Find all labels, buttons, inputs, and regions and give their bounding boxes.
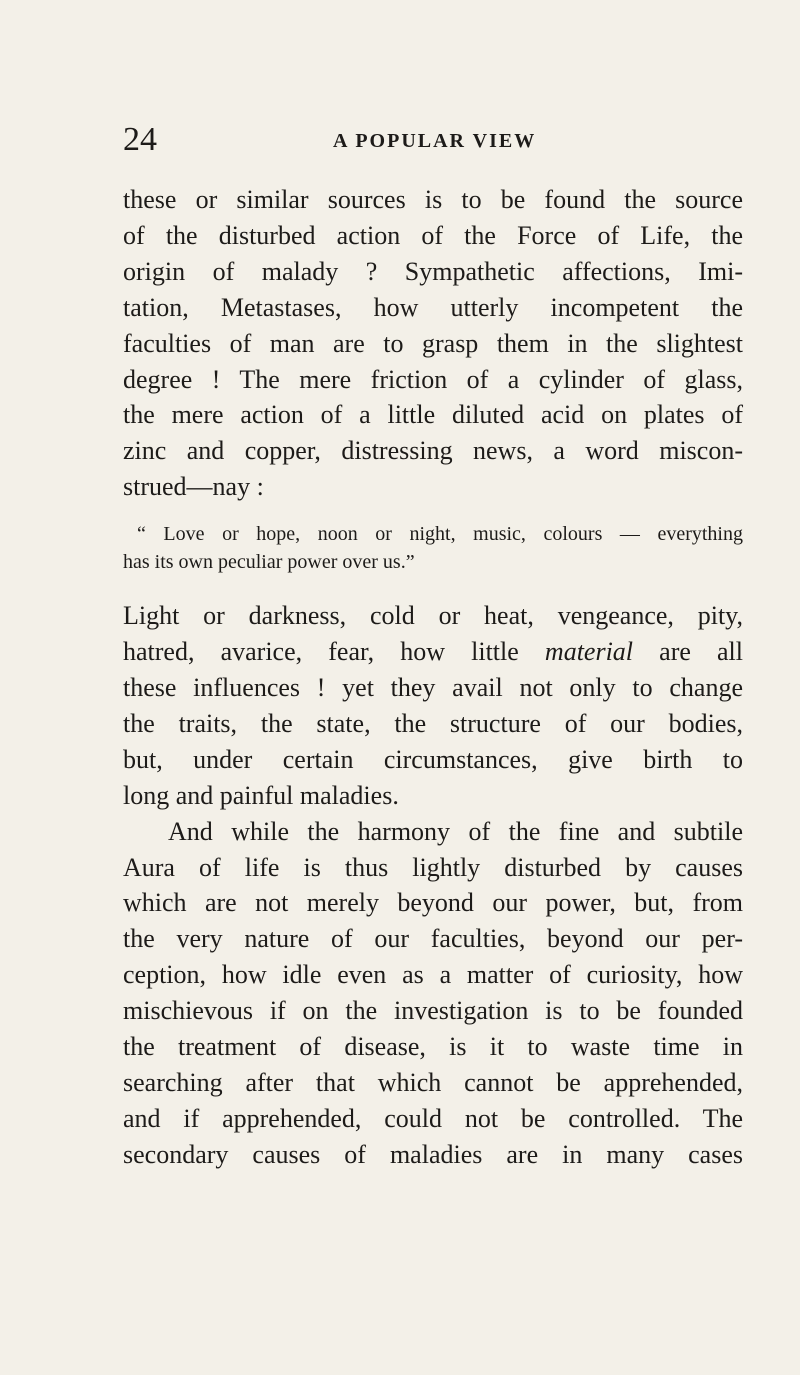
text-line: And while the harmony of the fine and subtile (168, 816, 743, 846)
text-line: of the disturbed action of the Force of Life, the (123, 220, 743, 250)
emphasis-material: material (544, 637, 634, 667)
running-head (123, 120, 743, 170)
text-line: mischievous if on the investigation is to be founded (123, 996, 743, 1026)
text-line: degree ! The mere friction of a cylinder of glass, (123, 364, 743, 394)
quote-line: has its own peculiar power over us.” (123, 551, 415, 574)
page-number: 24 (123, 121, 157, 158)
text-line: searching after that which cannot be apprehended, (123, 1067, 743, 1097)
text-line: long and painful maladies. (123, 780, 399, 810)
text-segment: hatred, avarice, fear, how little (123, 637, 545, 667)
quote-line: “ Love or hope, noon or night, music, colours — everything (137, 523, 743, 546)
text-line: origin of malady ? Sympathetic affections, Imi- (123, 256, 743, 286)
running-title: A POPULAR VIEW (333, 130, 537, 152)
text-line: the mere action of a little diluted acid on plates of (123, 400, 743, 430)
text-line-with-emphasis (123, 634, 743, 670)
block-quote (123, 520, 743, 576)
text-line: faculties of man are to grasp them in the slightest (123, 328, 743, 358)
text-line: and if apprehended, could not be controlled. The (123, 1103, 743, 1133)
text-line: these or similar sources is to be found the source (123, 185, 743, 214)
text-line: Light or darkness, cold or heat, vengeance, pity, (123, 601, 743, 631)
text-line: strued—nay : (123, 472, 264, 502)
paragraph-2 (123, 598, 743, 813)
text-line: the treatment of disease, is it to waste time in (123, 1032, 743, 1062)
text-line: the traits, the state, the structure of our bodies, (123, 708, 743, 738)
text-line: but, under certain circumstances, give birth to (123, 744, 743, 774)
text-line: ception, how idle even as a matter of curiosity, how (123, 960, 743, 990)
text-line: zinc and copper, distressing news, a word miscon- (123, 436, 743, 466)
text-line: tation, Metastases, how utterly incompetent the (123, 292, 743, 322)
paragraph-3 (123, 814, 743, 1173)
text-segment: are all (633, 637, 744, 667)
text-line: these influences ! yet they avail not only to change (123, 672, 743, 702)
text-line: the very nature of our faculties, beyond our per- (123, 924, 743, 954)
body-text (123, 182, 743, 1173)
text-line: secondary causes of maladies are in many cases (123, 1139, 743, 1169)
paragraph-1 (123, 182, 743, 505)
text-line: Aura of life is thus lightly disturbed by causes (123, 852, 743, 882)
text-line: which are not merely beyond our power, but, from (123, 888, 743, 918)
